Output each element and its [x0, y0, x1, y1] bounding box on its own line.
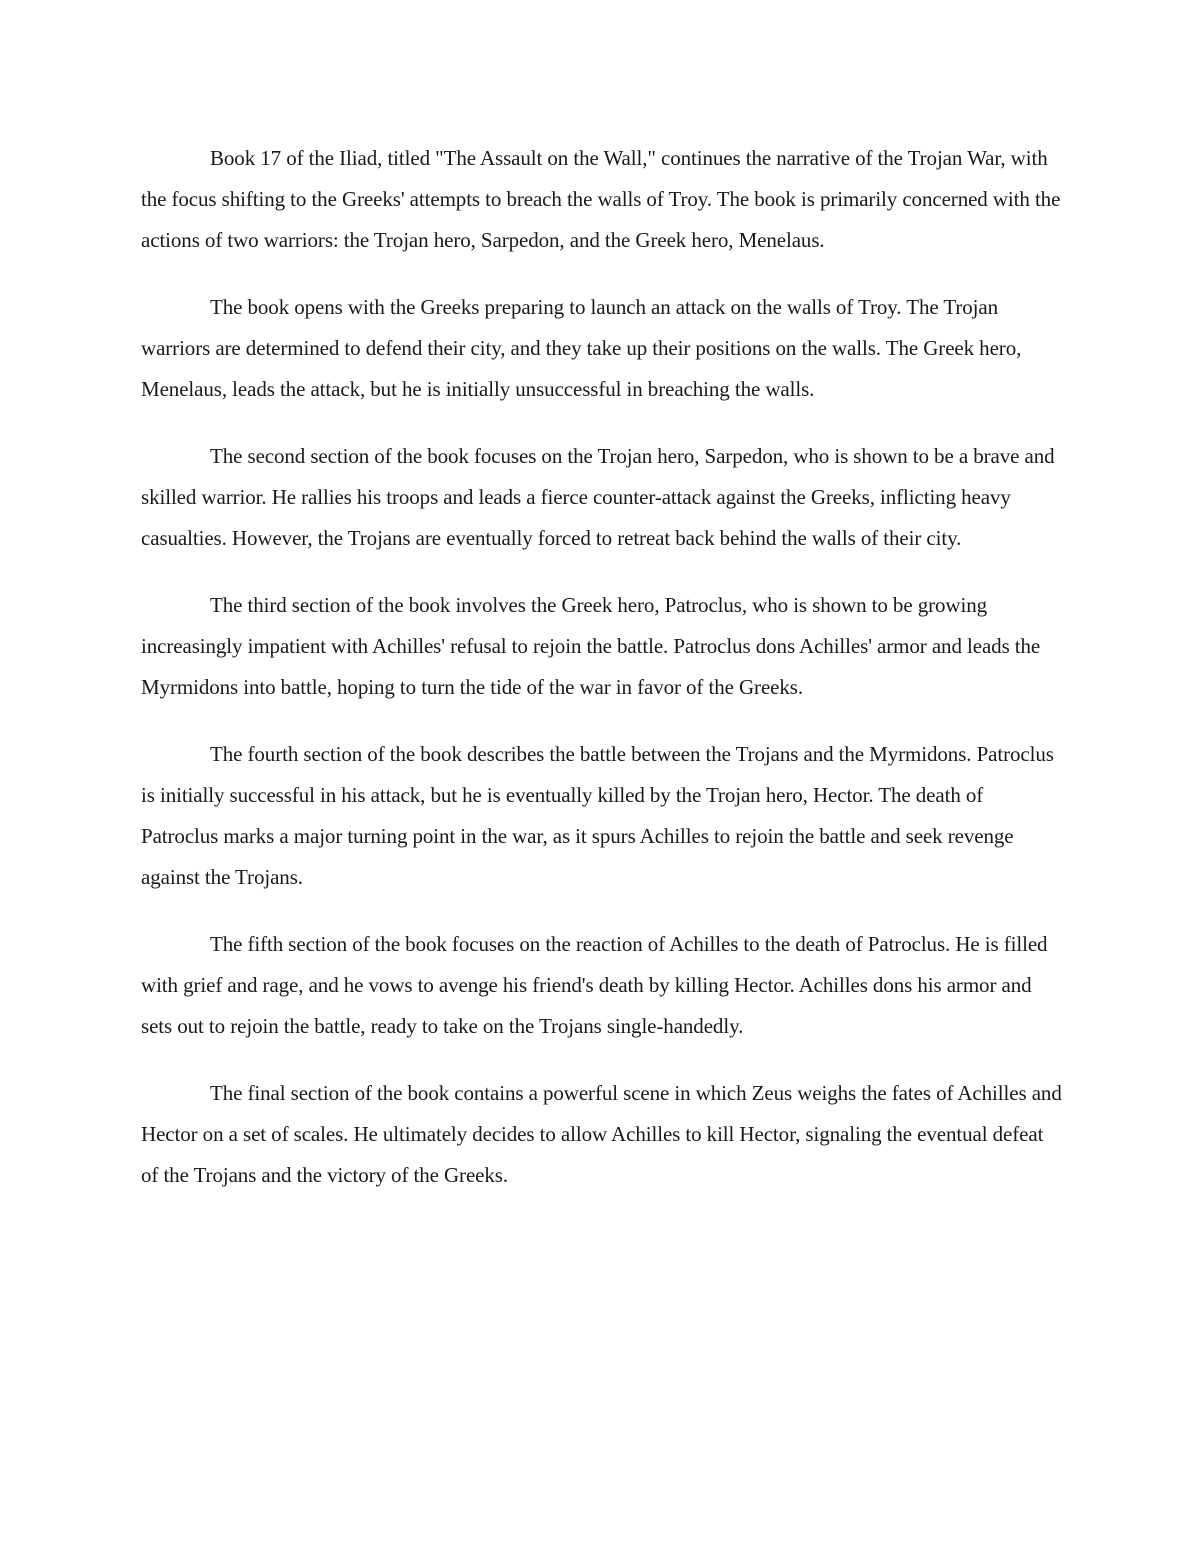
paragraph-5: The fourth section of the book describes the battle between the Trojans and the Myrmidons. Patroclus is initially successful in his attack, but he is eventually killed by the Trojan hero, Hector. The death of Patroclus marks a major turning point in the war, as it spurs Achilles to rejoin the battle and seek revenge against the Trojans. — [141, 742, 1054, 889]
paragraph-4: The third section of the book involves the Greek hero, Patroclus, who is shown to be growing increasingly impatient with Achilles' refusal to rejoin the battle. Patroclus dons Achilles' armor and leads the Myrmidons into battle, hoping to turn the tide of the war in favor of the Greeks. — [141, 593, 1041, 699]
paragraph-6: The fifth section of the book focuses on the reaction of Achilles to the death of Patroclus. He is filled with grief and rage, and he vows to avenge his friend's death by killing Hector. Achilles dons his armor and sets out to rejoin the battle, ready to take on the Trojans single-handedly. — [141, 932, 1048, 1038]
paragraph-1: Book 17 of the Iliad, titled "The Assault on the Wall," continues the narrative of the Trojan War, with the focus shifting to the Greeks' attempts to breach the walls of Troy. The book is primarily concerned with the actions of two warriors: the Trojan hero, Sarpedon, and the Greek hero, Menelaus. — [141, 146, 1061, 252]
paragraph-2: The book opens with the Greeks preparing to launch an attack on the walls of Troy. The Trojan warriors are determined to defend their city, and they take up their positions on the walls. The Greek hero, Menelaus, leads the attack, but he is initially unsuccessful in breaching the walls. — [141, 295, 1022, 401]
paragraph-3: The second section of the book focuses on the Trojan hero, Sarpedon, who is shown to be a brave and skilled warrior. He rallies his troops and leads a fierce counter-attack against the Greeks, inflicting heavy casualties. However, the Trojans are eventually forced to retreat back behind the walls of their city. — [141, 444, 1055, 550]
paragraph-7: The final section of the book contains a powerful scene in which Zeus weighs the fates of Achilles and Hector on a set of scales. He ultimately decides to allow Achilles to kill Hector, signaling the eventual defeat of the Trojans and the victory of the Greeks. — [141, 1081, 1062, 1187]
